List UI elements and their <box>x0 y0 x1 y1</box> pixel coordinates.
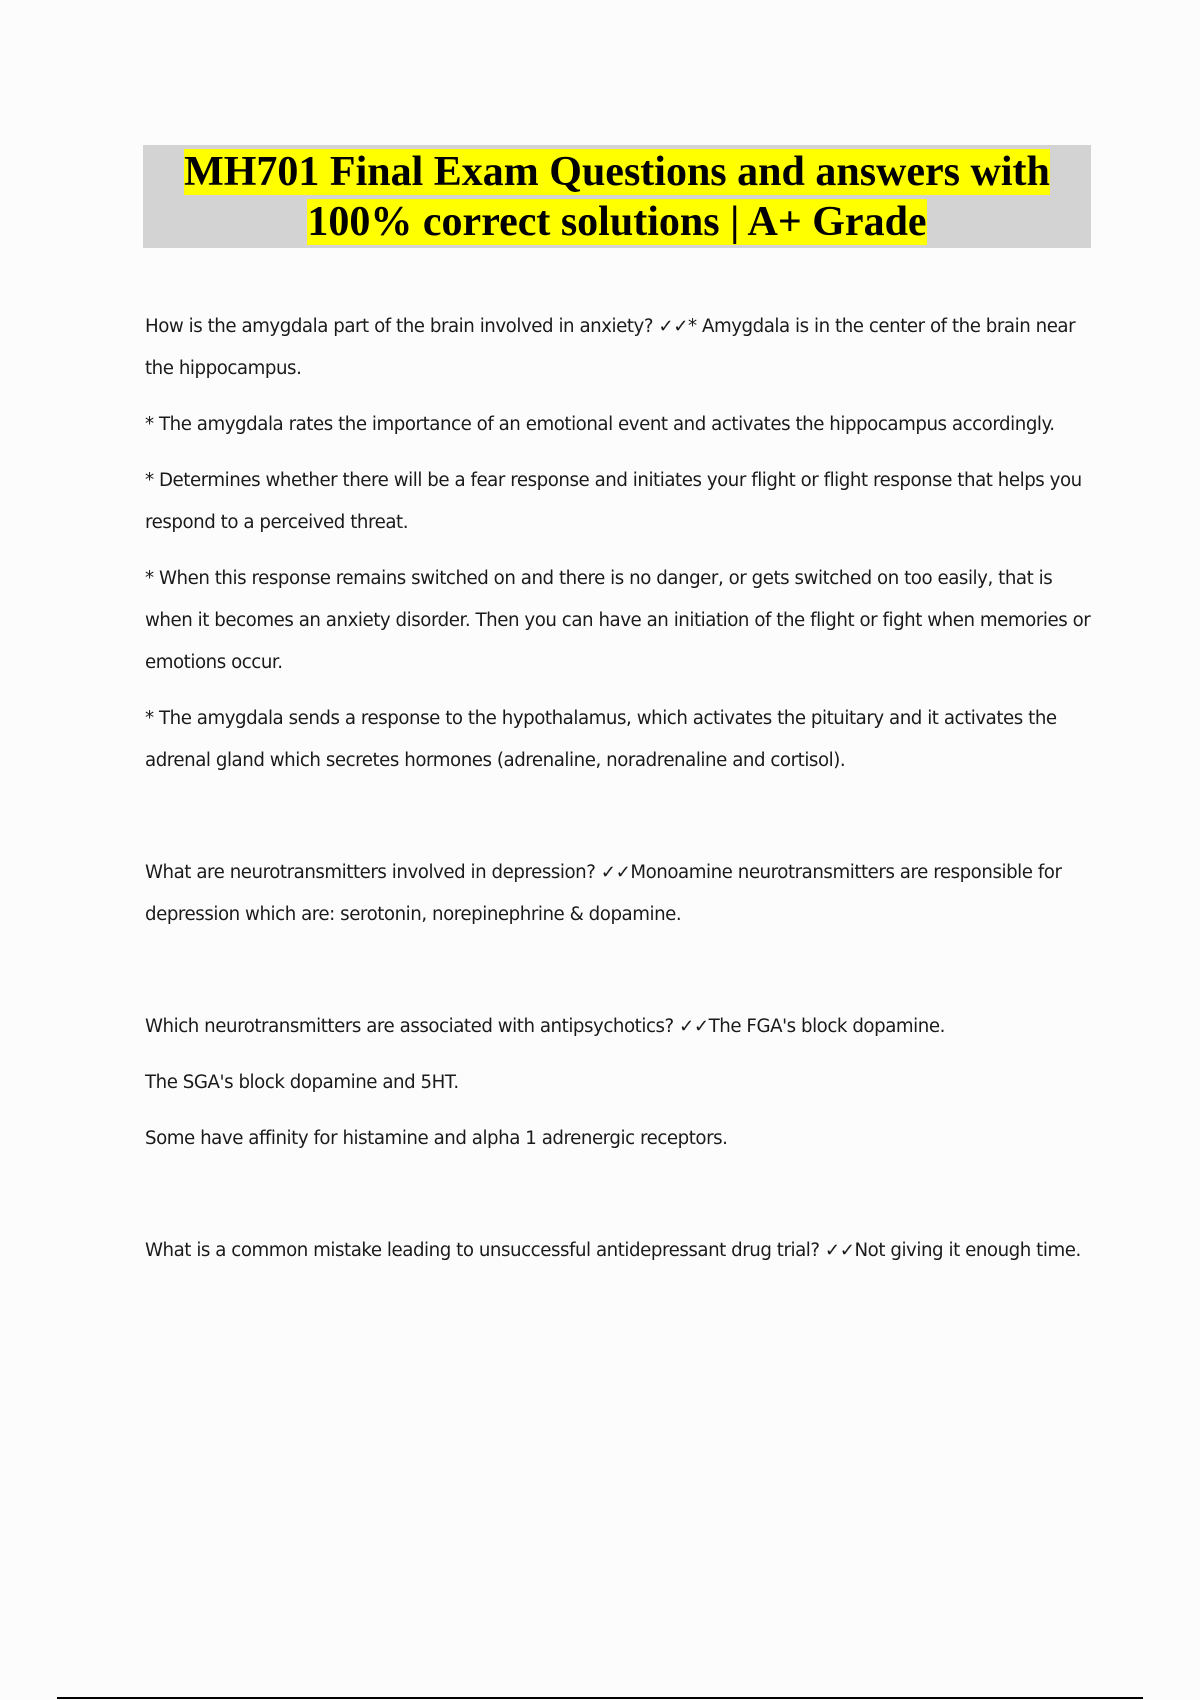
question-paragraph: What are neurotransmitters involved in depression? ✓✓Monoamine neurotransmitters are responsible for depression which are: serotonin, norepinephrine & dopamine. <box>145 862 1062 925</box>
question-paragraph: Which neurotransmitters are associated with antipsychotics? ✓✓The FGA's block dopamine. <box>145 1016 945 1037</box>
document-title <box>143 145 1091 248</box>
question-paragraph: How is the amygdala part of the brain involved in anxiety? ✓✓* Amygdala is in the center of the brain near the hippocampus. <box>145 316 1076 379</box>
page-bottom-rule <box>57 1697 1143 1699</box>
qa-block-amygdala <box>145 306 1095 782</box>
title-line-2: 100% correct solutions | A+ Grade <box>307 199 927 245</box>
answer-paragraph: * When this response remains switched on and there is no danger, or gets switched on too easily, that is when it becomes an anxiety disorder. Then you can have an initiation of the flight or fight when memories or emotions occur. <box>145 568 1091 673</box>
answer-paragraph: The SGA's block dopamine and 5HT. <box>145 1072 459 1093</box>
answer-paragraph: * The amygdala rates the importance of an emotional event and activates the hippocampus accordingly. <box>145 414 1055 435</box>
qa-block-depression <box>145 852 1095 936</box>
answer-paragraph: * The amygdala sends a response to the hypothalamus, which activates the pituitary and it activates the adrenal gland which secretes hormones (adrenaline, noradrenaline and cortisol). <box>145 708 1057 771</box>
answer-paragraph: Some have affinity for histamine and alpha 1 adrenergic receptors. <box>145 1128 728 1149</box>
title-line-1: MH701 Final Exam Questions and answers with <box>184 149 1050 195</box>
qa-block-antidepressant-trial <box>145 1230 1095 1272</box>
question-paragraph: What is a common mistake leading to unsuccessful antidepressant drug trial? ✓✓Not giving it enough time. <box>145 1240 1081 1261</box>
qa-block-antipsychotics <box>145 1006 1095 1160</box>
answer-paragraph: * Determines whether there will be a fear response and initiates your flight or flight response that helps you respond to a perceived threat. <box>145 470 1082 533</box>
document-body <box>145 306 1095 1272</box>
